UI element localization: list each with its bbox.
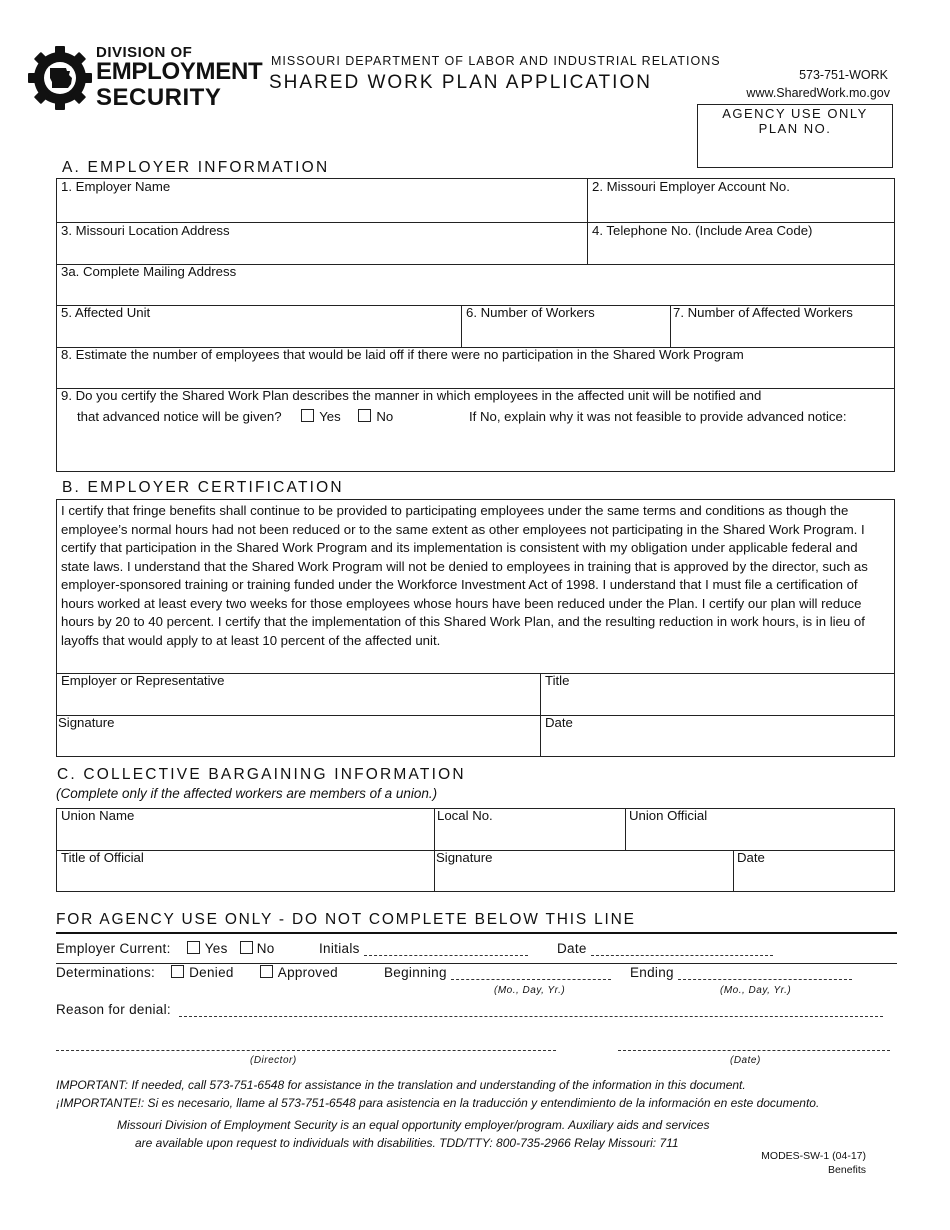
agency-thick-rule — [56, 932, 897, 934]
account-no-label: 2. Missouri Employer Account No. — [592, 179, 790, 194]
notice-no-checkbox[interactable] — [358, 409, 371, 422]
official-title-field[interactable] — [57, 851, 433, 891]
signature-field[interactable] — [57, 716, 539, 756]
union-date-label: Date — [737, 850, 765, 865]
agency-plan-box[interactable] — [697, 104, 893, 168]
director-date-caption: (Date) — [730, 1055, 761, 1066]
union-signature-label: Signature — [436, 850, 493, 865]
ending-label: Ending — [630, 965, 674, 980]
layoff-estimate-label: 8. Estimate the number of employees that would be laid off if there were no participation in the Shared Work Program — [61, 347, 744, 362]
local-no-field[interactable] — [435, 809, 624, 849]
union-date-field[interactable] — [734, 851, 894, 891]
denied-checkbox[interactable] — [171, 965, 184, 978]
layoff-estimate-field[interactable] — [57, 348, 894, 387]
employer-current-no-label: No — [256, 941, 275, 956]
employer-name-field[interactable] — [57, 179, 586, 221]
form-title: SHARED WORK PLAN APPLICATION — [269, 72, 652, 93]
agency-date-line[interactable] — [591, 954, 773, 956]
title-label: Title — [545, 673, 570, 688]
num-workers-label: 6. Number of Workers — [466, 305, 595, 320]
form-category: Benefits — [828, 1164, 866, 1176]
gear-missouri-icon — [26, 44, 94, 112]
union-signature-field[interactable] — [435, 851, 732, 891]
account-no-field[interactable] — [588, 179, 894, 221]
eeo-statement-1: Missouri Division of Employment Security is an equal opportunity employer/program. Auxiliary aids and services — [117, 1118, 710, 1132]
notice-explain-label: If No, explain why it was not feasible to provide advanced notice: — [469, 409, 847, 424]
notice-no-label: No — [376, 409, 394, 424]
initials-line[interactable] — [364, 954, 528, 956]
plan-no-label: PLAN NO. — [758, 121, 832, 136]
official-title-label: Title of Official — [61, 850, 144, 865]
logo-line-3: SECURITY — [96, 84, 222, 111]
denied-label: Denied — [189, 965, 234, 980]
union-official-label: Union Official — [629, 808, 708, 823]
location-address-field[interactable] — [57, 223, 586, 263]
title-field[interactable] — [541, 674, 894, 714]
determinations-label: Determinations: — [56, 965, 156, 980]
mailing-address-field[interactable] — [57, 265, 894, 304]
approved-label: Approved — [277, 965, 338, 980]
notice-yes-label: Yes — [319, 409, 341, 424]
location-address-label: 3. Missouri Location Address — [61, 223, 230, 238]
agency-use-title: FOR AGENCY USE ONLY - DO NOT COMPLETE BELOW THIS LINE — [56, 911, 636, 928]
logo-line-2: EMPLOYMENT — [96, 58, 263, 85]
agency-thin-rule — [56, 963, 897, 964]
phone-number: 573-751-WORK — [799, 68, 888, 82]
beginning-caption: (Mo., Day, Yr.) — [494, 985, 566, 996]
section-c-note: (Complete only if the affected workers are members of a union.) — [56, 786, 438, 801]
notice-yes-checkbox[interactable] — [301, 409, 314, 422]
section-a-title: A. EMPLOYER INFORMATION — [62, 159, 330, 176]
form-number: MODES-SW-1 (04-17) — [761, 1150, 866, 1162]
website: www.SharedWork.mo.gov — [746, 86, 890, 100]
employer-current-yes-checkbox[interactable] — [187, 941, 200, 954]
reason-denial-line[interactable] — [179, 1015, 883, 1017]
num-workers-field[interactable] — [462, 306, 669, 346]
num-affected-label: 7. Number of Affected Workers — [673, 305, 853, 320]
notice-question-line-2: that advanced notice will be given? — [77, 409, 282, 424]
telephone-field[interactable] — [588, 223, 894, 263]
num-affected-field[interactable] — [671, 306, 894, 346]
mailing-address-label: 3a. Complete Mailing Address — [61, 264, 237, 279]
ending-caption: (Mo., Day, Yr.) — [720, 985, 792, 996]
agency-use-label: AGENCY USE ONLY — [722, 106, 868, 121]
notice-question-line-1: 9. Do you certify the Shared Work Plan describes the manner in which employees in the affected unit will be notified and — [61, 388, 762, 403]
section-b-title: B. EMPLOYER CERTIFICATION — [62, 479, 344, 496]
beginning-line[interactable] — [451, 978, 611, 980]
approved-checkbox[interactable] — [260, 965, 273, 978]
important-notice-english: IMPORTANT: If needed, call 573-751-6548 for assistance in the translation and understanding of the information in this document. — [56, 1078, 746, 1092]
eeo-statement-2: are available upon request to individuals with disabilities. TDD/TTY: 800-735-2966 Relay Missouri: 711 — [135, 1136, 679, 1150]
director-date-line[interactable] — [618, 1050, 890, 1051]
affected-unit-label: 5. Affected Unit — [61, 305, 151, 320]
union-name-label: Union Name — [61, 808, 135, 823]
department-name: MISSOURI DEPARTMENT OF LABOR AND INDUSTRIAL RELATIONS — [271, 54, 721, 68]
certification-text: I certify that fringe benefits shall continue to be provided to participating employees under the same terms and conditions as though the employee’s normal hours had not been reduced or to the same extent as other employees not participating in the Shared Work Program. I certify that participation in the Shared Work Program and its implementation is consistent with my obligation under applicable federal and state laws. I understand that the Shared Work Program will not be denied to employees in training that is approved by the director, such as employer-sponsored training or training funded under the Workforce Investment Act of 1998. I understand that I must file a certification of hours worked at least every two weeks for those employees whose hours have been reduced under the Plan. I certify our plan will reduce hours by 20 to 40 percent. I certify that the implementation of this Shared Work Plan, and the resulting reduction in work hours, is in lieu of layoffs that would apply to at least 10 percent of the affected unit. — [61, 503, 868, 648]
director-line[interactable] — [56, 1050, 556, 1051]
agency-date-label: Date — [557, 941, 587, 956]
union-name-field[interactable] — [57, 809, 433, 849]
representative-field[interactable] — [57, 674, 539, 714]
reason-denial-label: Reason for denial: — [56, 1002, 171, 1017]
des-logo — [26, 44, 266, 112]
important-notice-spanish: ¡IMPORTANTE!: Si es necesario, llame al 573-751-6548 para asistencia en la traducción y entendimiento de la información en este documento. — [56, 1096, 820, 1110]
section-c-title: C. COLLECTIVE BARGAINING INFORMATION — [57, 766, 466, 783]
ending-line[interactable] — [678, 978, 852, 980]
employer-current-yes-label: Yes — [204, 941, 228, 956]
initials-label: Initials — [319, 941, 360, 956]
logo-line-1: DIVISION OF — [96, 44, 193, 61]
notice-question-field[interactable] — [57, 389, 894, 471]
union-official-field[interactable] — [626, 809, 894, 849]
local-no-label: Local No. — [437, 808, 493, 823]
employer-current-label: Employer Current: — [56, 941, 171, 956]
director-caption: (Director) — [250, 1055, 297, 1066]
employer-name-label: 1. Employer Name — [61, 179, 171, 194]
signature-label: Signature — [58, 715, 115, 730]
employer-current-no-checkbox[interactable] — [240, 941, 253, 954]
telephone-label: 4. Telephone No. (Include Area Code) — [592, 223, 813, 238]
date-label: Date — [545, 715, 573, 730]
date-field[interactable] — [541, 716, 894, 756]
affected-unit-field[interactable] — [57, 306, 460, 346]
beginning-label: Beginning — [384, 965, 447, 980]
representative-label: Employer or Representative — [61, 673, 225, 688]
